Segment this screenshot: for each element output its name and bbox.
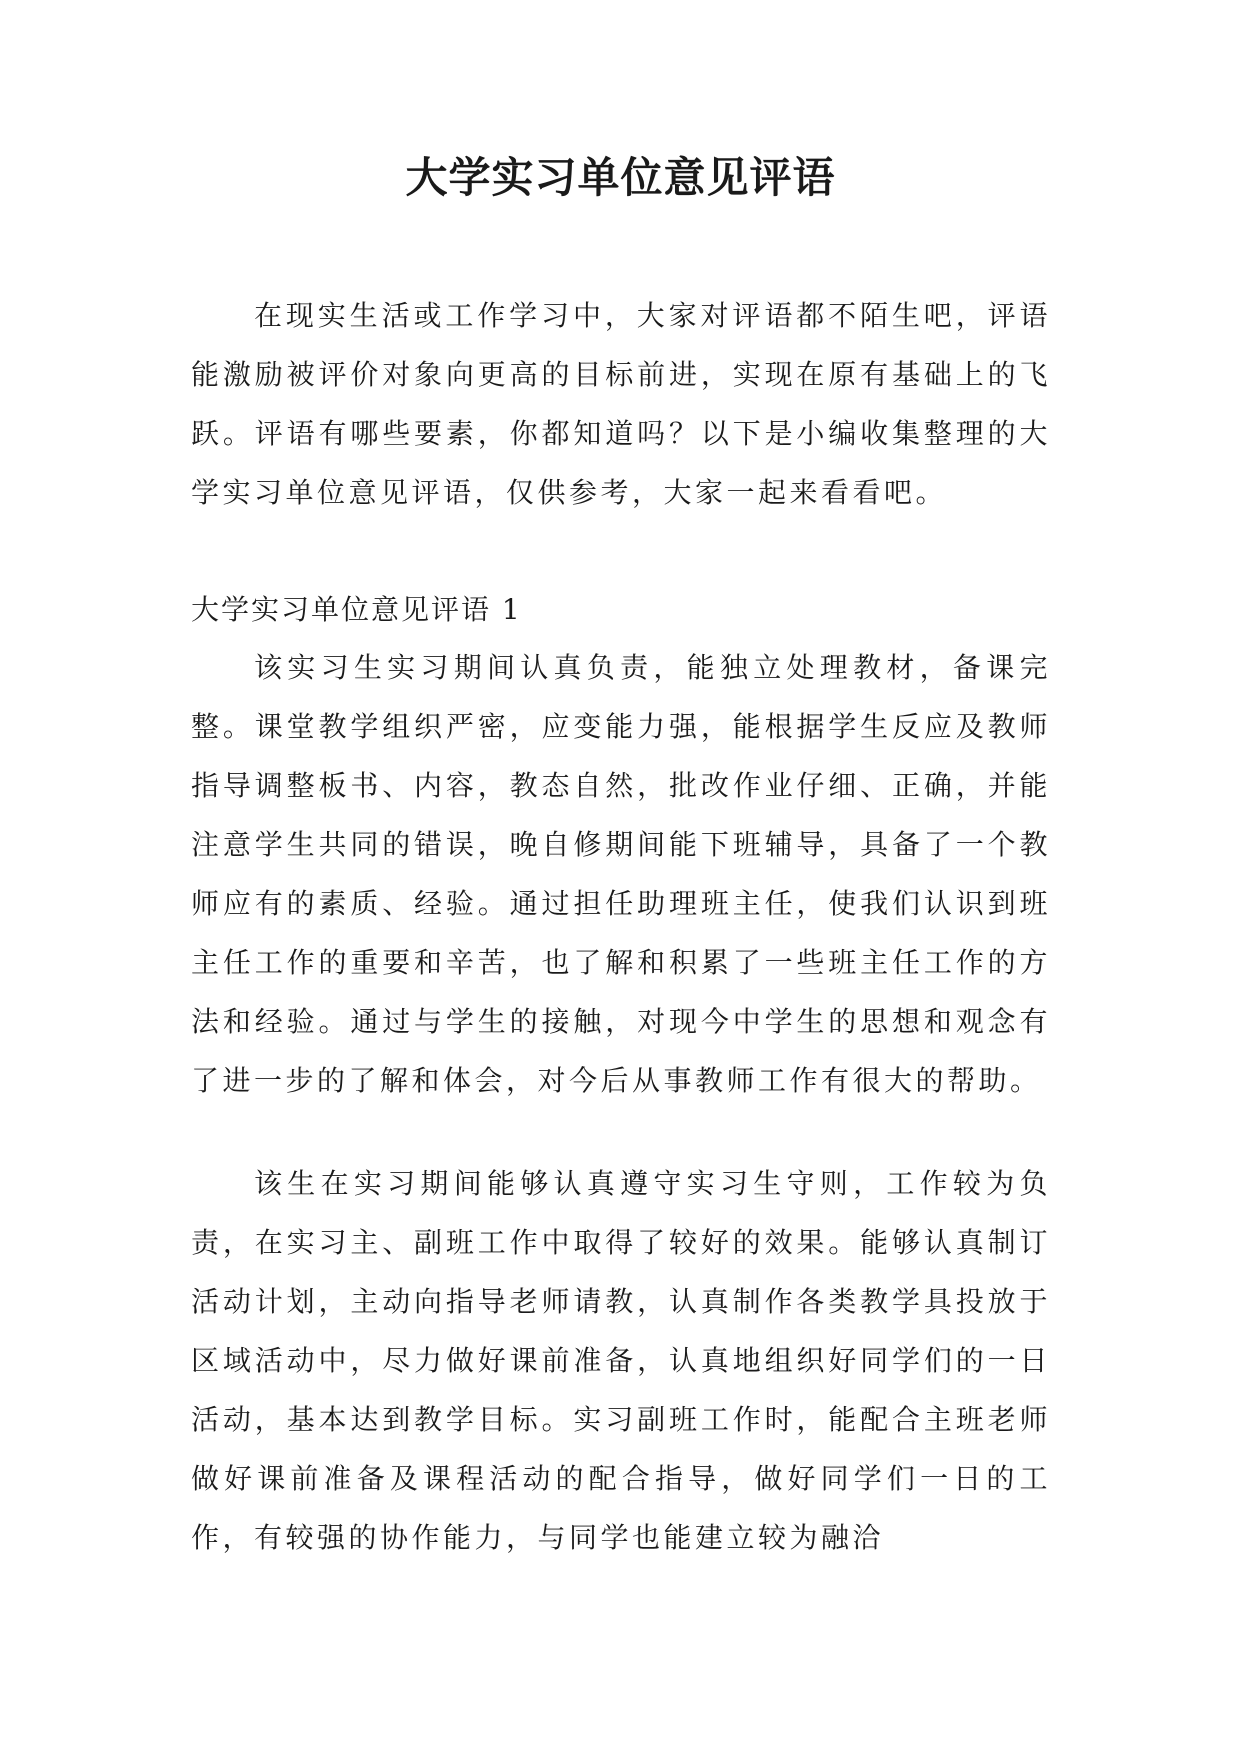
body-paragraph: 该实习生实习期间认真负责，能独立处理教材，备课完整。课堂教学组织严密，应变能力强，能根据学生反应及教师指导调整板书、内容，教态自然，批改作业仔细、正确，并能注意学生共同的错误，晚自修期间能下班辅导，具备了一个教师应有的素质、经验。通过担任助理班主任，使我们认识到班主任工作的重要和辛苦，也了解和积累了一些班主任工作的方法和经验。通过与学生的接触，对现今中学生的思想和观念有了进一步的了解和体会，对今后从事教师工作有很大的帮助。 bbox=[191, 651, 1051, 1097]
intro-paragraph: 在现实生活或工作学习中，大家对评语都不陌生吧，评语能激励被评价对象向更高的目标前进，实现在原有基础上的飞跃。评语有哪些要素，你都知道吗？以下是小编收集整理的大学实习单位意见评语，仅供参考，大家一起来看看吧。 bbox=[191, 299, 1051, 509]
body-paragraph: 该生在实习期间能够认真遵守实习生守则，工作较为负责，在实习主、副班工作中取得了较好的效果。能够认真制订活动计划，主动向指导老师请教，认真制作各类教学具投放于区域活动中，尽力做好课前准备，认真地组织好同学们的一日活动，基本达到教学目标。实习副班工作时，能配合主班老师做好课前准备及课程活动的配合指导，做好同学们一日的工作，有较强的协作能力，与同学也能建立较为融洽 bbox=[191, 1167, 1051, 1554]
section-heading: 大学实习单位意见评语 1 bbox=[191, 593, 522, 626]
page-title: 大学实习单位意见评语 bbox=[405, 153, 836, 202]
